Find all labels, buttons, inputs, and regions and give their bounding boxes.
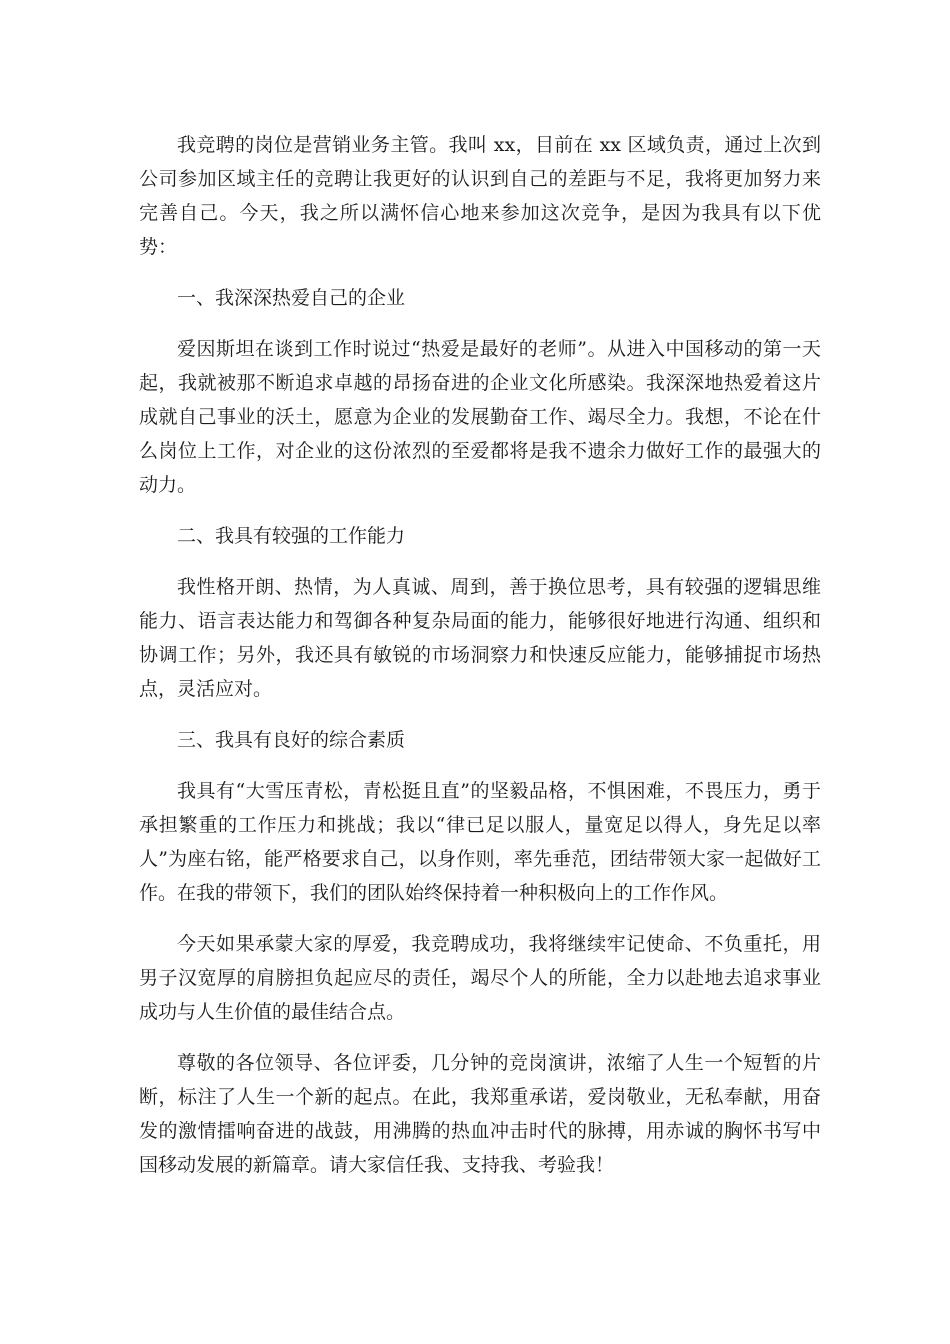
closing-paragraph-2: 尊敬的各位领导、各位评委，几分钟的竞岗演讲，浓缩了人生一个短暂的片断，标注了人生一个新的起点。在此，我郑重承诺，爱岗敬业，无私奉献，用奋发的激情擂响奋进的战鼓，用沸腾的热血冲击时代的脉搏，用赤诚的胸怀书写中国移动发展的新篇章。请大家信任我、支持我、考验我！: [139, 1052, 821, 1176]
closing-paragraph-1: 今天如果承蒙大家的厚爱，我竞聘成功，我将继续牢记使命、不负重托，用男子汉宽厚的肩膀担负起应尽的责任，竭尽个人的所能，全力以赴地去追求事业成功与人生价值的最佳结合点。: [139, 933, 821, 1023]
document-page: [139, 128, 821, 1199]
intro-paragraph: 我竞聘的岗位是营销业务主管。我叫 xx，目前在 xx 区域负责，通过上次到公司参加区域主任的竞聘让我更好的认识到自己的差距与不足，我将更加努力来完善自己。今天，我之所以满怀信心地来参加这次竞争，是因为我具有以下优势：: [139, 134, 821, 258]
section-heading-2: 二、我具有较强的工作能力: [177, 525, 406, 547]
section-2-paragraph: 我性格开朗、热情，为人真诚、周到，善于换位思考，具有较强的逻辑思维能力、语言表达能力和驾御各种复杂局面的能力，能够很好地进行沟通、组织和协调工作；另外，我还具有敏锐的市场洞察力和快速反应能力，能够捕捉市场热点，灵活应对。: [139, 576, 821, 700]
section-heading-3: 三、我具有良好的综合素质: [177, 729, 406, 751]
section-3-paragraph: 我具有“大雪压青松，青松挺且直”的坚毅品格，不惧困难，不畏压力，勇于承担繁重的工作压力和挑战；我以“律已足以服人，量宽足以得人，身先足以率人”为座右铭，能严格要求自己，以身作则，率先垂范，团结带领大家一起做好工作。在我的带领下，我们的团队始终保持着一种积极向上的工作作风。: [139, 780, 821, 904]
section-1-paragraph: 爱因斯坦在谈到工作时说过“热爱是最好的老师”。从进入中国移动的第一天起，我就被那不断追求卓越的昂扬奋进的企业文化所感染。我深深地热爱着这片成就自己事业的沃土，愿意为企业的发展勤奋工作、竭尽全力。我想，不论在什么岗位上工作，对企业的这份浓烈的至爱都将是我不遗余力做好工作的最强大的动力。: [139, 338, 821, 496]
section-heading-1: 一、我深深热爱自己的企业: [177, 287, 406, 309]
